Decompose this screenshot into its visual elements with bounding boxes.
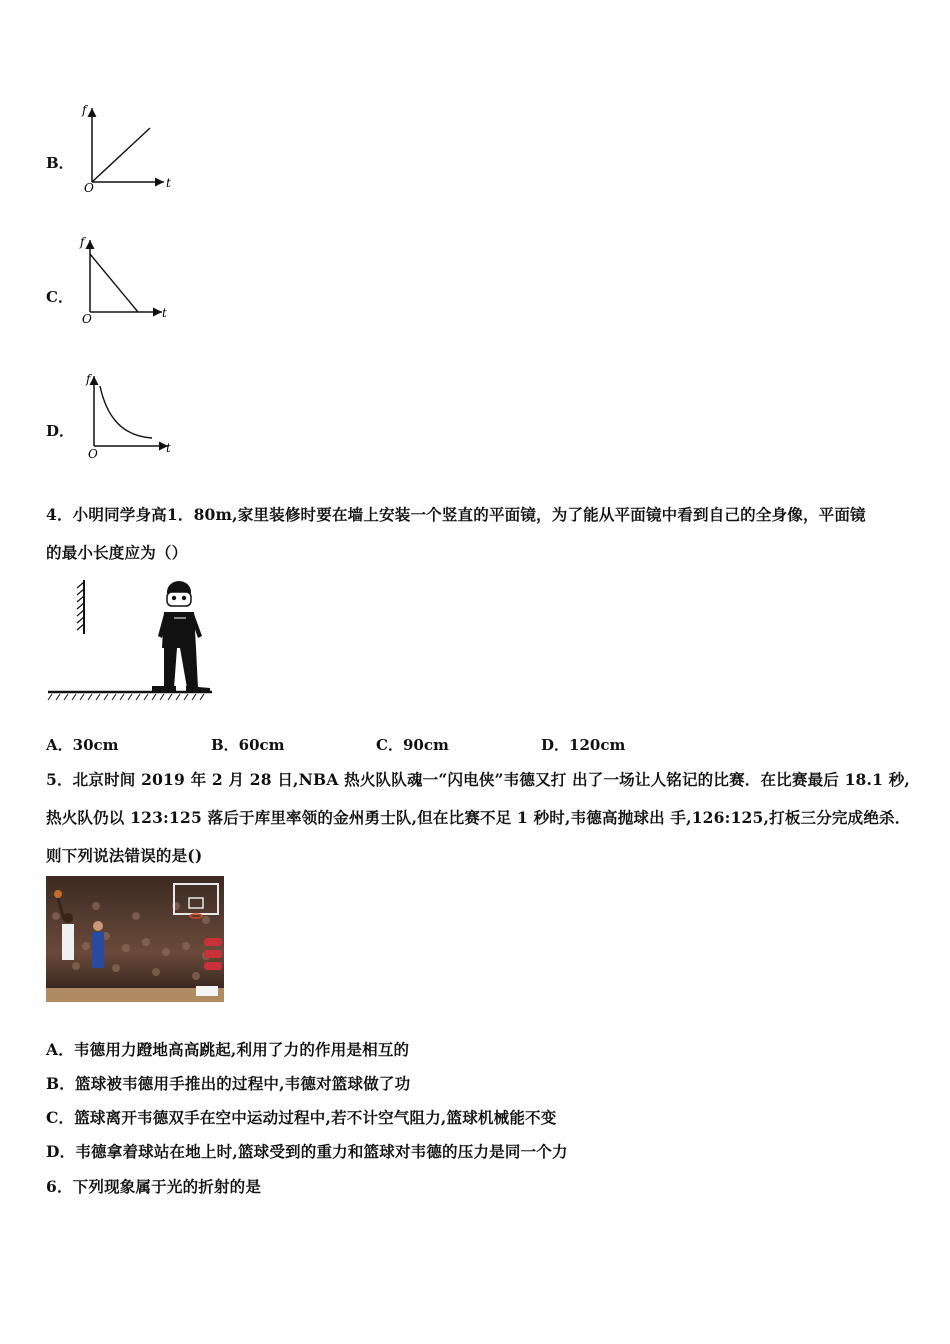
option-c-origin-label: O (82, 312, 92, 326)
option-d-x-axis-label: t (166, 441, 171, 455)
option-b-y-axis-label: f (82, 103, 87, 117)
q5-choice-c: C．篮球离开韦德双手在空中运动过程中,若不计空气阻力,篮球机械能不变 (46, 1108, 557, 1127)
q5-choice-a: A．韦德用力蹬地高高跳起,利用了力的作用是相互的 (46, 1040, 410, 1059)
q4-choice-d: D．120cm (541, 736, 626, 754)
option-d-graph (80, 370, 180, 465)
person-figure (152, 581, 210, 693)
q5-choice-b: B．篮球被韦德用手推出的过程中,韦德对篮球做了功 (46, 1074, 411, 1093)
option-d-y-axis-label: f (86, 372, 91, 386)
option-d-label: D． (46, 422, 75, 440)
q4-choice-b: B．60cm (211, 736, 285, 754)
option-b-x-axis-label: t (166, 176, 171, 190)
q5-text-line-1: 5．北京时间 2019 年 2 月 28 日,NBA 热火队队魂一“闪电侠”韦德又打 出了一场让人铭记的比赛．在比赛最后 18.1 秒, (46, 770, 911, 789)
q5-text-line-2: 热火队仍以 123:125 落后于库里率领的金州勇士队,但在比赛不足 1 秒时,韦德高抛球出 手,126:125,打板三分完成绝杀． (46, 808, 911, 827)
option-d-origin-label: O (88, 447, 98, 461)
option-b-origin-label: O (84, 181, 94, 195)
option-c-graph (76, 234, 176, 329)
q4-text-line-1: 4．小明同学身高1．80m,家里装修时要在墙上安装一个竖直的平面镜，为了能从平面镜中看到自己的全身像，平面镜 (46, 505, 866, 524)
option-c-x-axis-label: t (162, 306, 167, 320)
q4-text-line-2: 的最小长度应为（） (46, 543, 188, 562)
option-c-label: C． (46, 288, 73, 306)
q4-choice-c: C．90cm (376, 736, 449, 754)
option-b-graph (78, 100, 178, 195)
option-b-label: B． (46, 154, 74, 172)
q4-choice-a: A．30cm (46, 736, 119, 754)
q6-text-line-1: 6．下列现象属于光的折射的是 (46, 1177, 262, 1196)
option-c-y-axis-label: f (80, 235, 85, 249)
q5-text-line-3: 则下列说法错误的是() (46, 846, 203, 865)
mirror-person-illustration (46, 574, 216, 704)
basketball-photo (46, 876, 224, 1002)
q5-choice-d: D．韦德拿着球站在地上时,篮球受到的重力和篮球对韦德的压力是同一个力 (46, 1142, 568, 1161)
